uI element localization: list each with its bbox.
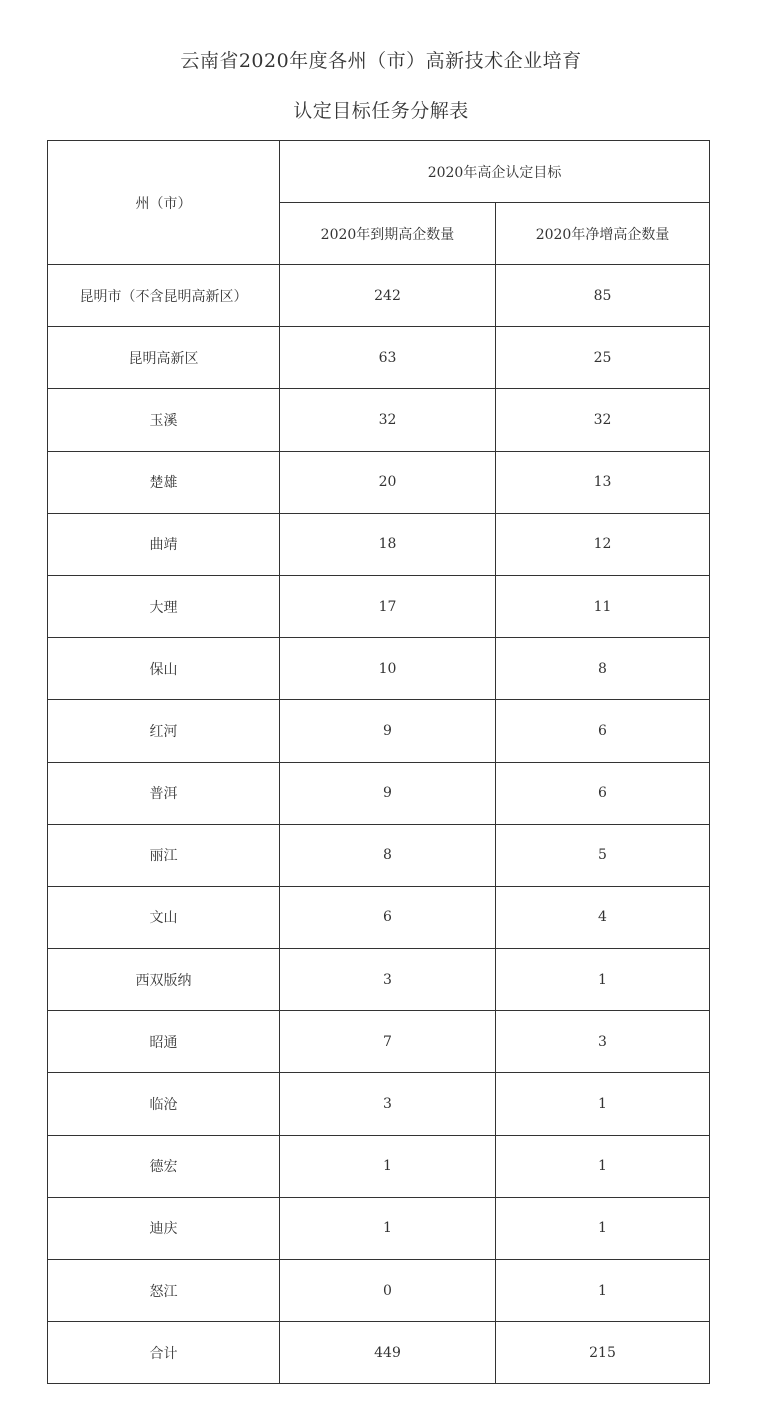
net-increase-count-cell: 3: [496, 1011, 710, 1073]
expiring-count-cell: 3: [280, 1073, 496, 1135]
table-row: [48, 575, 710, 637]
table-row: [48, 389, 710, 451]
net-increase-count-cell: 4: [496, 886, 710, 948]
table-body: [48, 265, 710, 1384]
table-row: [48, 1197, 710, 1259]
net-increase-count-cell: 11: [496, 575, 710, 637]
table-row: [48, 1135, 710, 1197]
expiring-count-cell: 8: [280, 824, 496, 886]
expiring-count-cell: 63: [280, 327, 496, 389]
region-cell: 丽江: [48, 824, 280, 886]
header-expiring: 2020年到期高企数量: [280, 203, 496, 265]
expiring-count-cell: 0: [280, 1260, 496, 1322]
expiring-count-cell: 10: [280, 638, 496, 700]
table-header-row: [48, 141, 710, 203]
table-row: [48, 638, 710, 700]
net-increase-count-cell: 5: [496, 824, 710, 886]
header-region: 州（市）: [48, 141, 280, 265]
expiring-count-cell: 18: [280, 513, 496, 575]
region-cell: 临沧: [48, 1073, 280, 1135]
region-cell: 红河: [48, 700, 280, 762]
expiring-count-cell: 7: [280, 1011, 496, 1073]
region-cell: 大理: [48, 575, 280, 637]
table-row: [48, 824, 710, 886]
table-row: [48, 1011, 710, 1073]
region-cell: 楚雄: [48, 451, 280, 513]
table-row: [48, 1322, 710, 1384]
net-increase-count-cell: 6: [496, 700, 710, 762]
expiring-count-cell: 449: [280, 1322, 496, 1384]
expiring-count-cell: 1: [280, 1135, 496, 1197]
table-row: [48, 762, 710, 824]
expiring-count-cell: 17: [280, 575, 496, 637]
region-cell: 昆明高新区: [48, 327, 280, 389]
expiring-count-cell: 1: [280, 1197, 496, 1259]
region-cell: 西双版纳: [48, 949, 280, 1011]
region-cell: 普洱: [48, 762, 280, 824]
header-net-increase: 2020年净增高企数量: [496, 203, 710, 265]
table-row: [48, 327, 710, 389]
region-cell: 合计: [48, 1322, 280, 1384]
region-cell: 文山: [48, 886, 280, 948]
target-allocation-table: [47, 140, 710, 1384]
expiring-count-cell: 6: [280, 886, 496, 948]
table-row: [48, 265, 710, 327]
net-increase-count-cell: 12: [496, 513, 710, 575]
net-increase-count-cell: 25: [496, 327, 710, 389]
document-title-line-1: 云南省2020年度各州（市）高新技术企业培育: [180, 50, 582, 72]
net-increase-count-cell: 8: [496, 638, 710, 700]
net-increase-count-cell: 32: [496, 389, 710, 451]
net-increase-count-cell: 13: [496, 451, 710, 513]
net-increase-count-cell: 1: [496, 949, 710, 1011]
net-increase-count-cell: 1: [496, 1197, 710, 1259]
table-row: [48, 886, 710, 948]
net-increase-count-cell: 1: [496, 1073, 710, 1135]
table-row: [48, 700, 710, 762]
region-cell: 保山: [48, 638, 280, 700]
region-cell: 昆明市（不含昆明高新区）: [48, 265, 280, 327]
region-cell: 曲靖: [48, 513, 280, 575]
table-row: [48, 513, 710, 575]
region-cell: 怒江: [48, 1260, 280, 1322]
expiring-count-cell: 32: [280, 389, 496, 451]
expiring-count-cell: 242: [280, 265, 496, 327]
region-cell: 昭通: [48, 1011, 280, 1073]
net-increase-count-cell: 1: [496, 1135, 710, 1197]
table-row: [48, 949, 710, 1011]
expiring-count-cell: 9: [280, 700, 496, 762]
document-title-line-2: 认定目标任务分解表: [293, 100, 469, 122]
net-increase-count-cell: 215: [496, 1322, 710, 1384]
region-cell: 德宏: [48, 1135, 280, 1197]
table-row: [48, 1073, 710, 1135]
header-target-group: 2020年高企认定目标: [280, 141, 710, 203]
net-increase-count-cell: 85: [496, 265, 710, 327]
net-increase-count-cell: 1: [496, 1260, 710, 1322]
table-row: [48, 1260, 710, 1322]
expiring-count-cell: 3: [280, 949, 496, 1011]
expiring-count-cell: 20: [280, 451, 496, 513]
region-cell: 迪庆: [48, 1197, 280, 1259]
expiring-count-cell: 9: [280, 762, 496, 824]
table-row: [48, 451, 710, 513]
net-increase-count-cell: 6: [496, 762, 710, 824]
region-cell: 玉溪: [48, 389, 280, 451]
